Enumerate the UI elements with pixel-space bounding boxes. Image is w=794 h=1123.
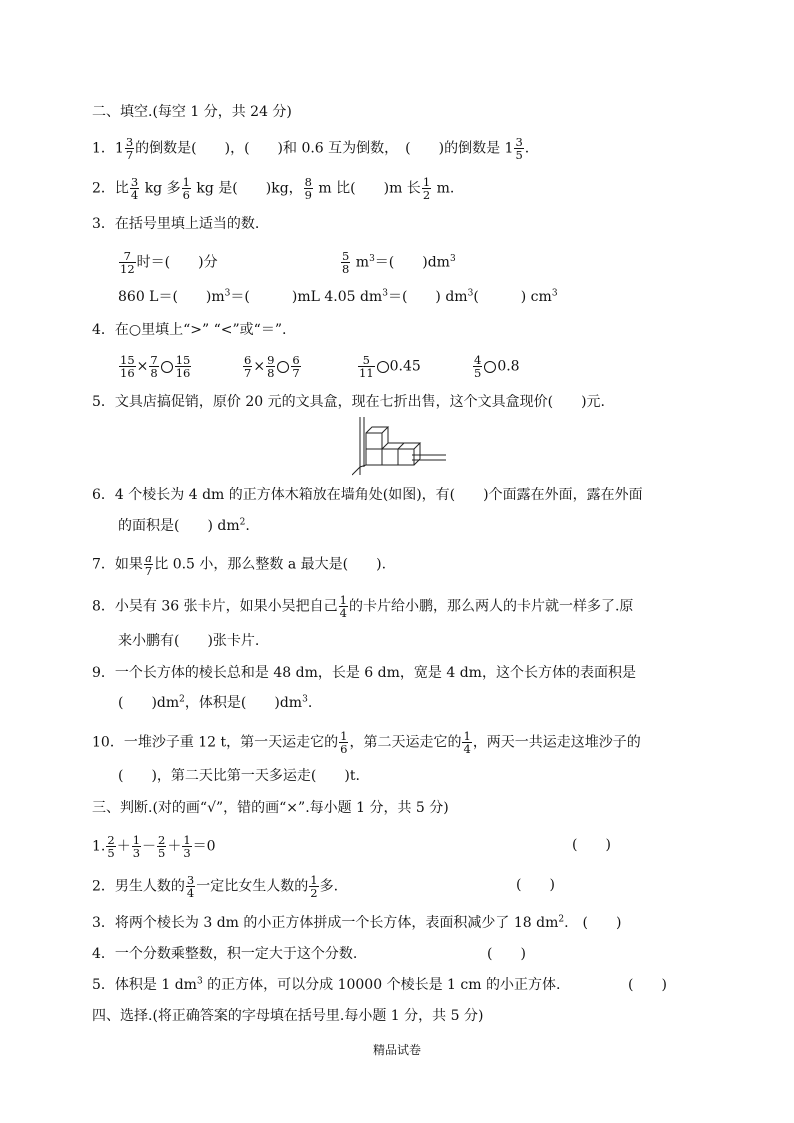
fraction xyxy=(422,176,431,201)
question-2-9-line2 xyxy=(118,692,312,714)
j5-text: 的正方体，可以分成 10000 个棱长是 1 cm 的小正方体. xyxy=(202,977,561,993)
rhs-value: 0.45 xyxy=(389,358,421,375)
fraction-num: 1 xyxy=(339,593,347,607)
exponent: 3 xyxy=(224,288,231,299)
fraction-num: 1 xyxy=(182,175,190,189)
exponent: 3 xyxy=(467,288,474,299)
q1-end: . xyxy=(524,140,530,157)
j3-text: . ( ) xyxy=(564,915,622,931)
fraction-den: 7 xyxy=(292,366,300,380)
question-2-6-line2 xyxy=(118,515,250,537)
compare-circle-icon xyxy=(277,361,289,373)
fraction-den: 4 xyxy=(463,742,471,756)
exponent: 3 xyxy=(449,253,456,264)
fraction-num: 15 xyxy=(120,353,135,367)
exponent: 2 xyxy=(179,694,185,705)
fraction-num: 1 xyxy=(132,833,141,847)
fraction-num: 6 xyxy=(292,353,300,367)
fraction xyxy=(175,354,192,379)
page-footer: 精品试卷 xyxy=(372,1043,421,1057)
judge-blank-4: ( ) xyxy=(487,946,526,962)
fraction-den: 8 xyxy=(150,366,158,380)
q10-text: ，两天一共运走这堆沙子的 xyxy=(472,734,641,751)
question-3-2 xyxy=(92,874,338,899)
q9-text: . xyxy=(307,695,313,711)
fraction-den: 3 xyxy=(183,846,191,860)
question-2-8-line1 xyxy=(92,594,633,619)
fraction-num: 7 xyxy=(150,353,158,367)
q6-text: 的面积是( ) dm xyxy=(118,518,240,534)
j2-prefix: 2．男生人数的 xyxy=(92,878,185,895)
fraction-den: 5 xyxy=(474,366,482,380)
q9-text: ，体积是( )dm xyxy=(184,695,303,711)
q8-text: 的卡片给小鹏，那么两人的卡片就一样多了.原 xyxy=(348,598,634,615)
q3-b-text: ＝( )dm xyxy=(374,254,450,271)
fraction-num: 5 xyxy=(342,249,350,263)
exponent: 3 xyxy=(369,253,375,264)
j3-text: 3．将两个棱长为 3 dm 的小正方体拼成一个长方体，表面积减少了 18 dm xyxy=(92,915,559,931)
exponent: 3 xyxy=(302,694,308,705)
fraction xyxy=(119,250,136,275)
fraction xyxy=(358,354,375,379)
question-3-5 xyxy=(92,974,560,996)
fraction-num: 4 xyxy=(474,353,482,367)
fraction xyxy=(157,834,166,859)
operator: ＋ xyxy=(167,838,182,855)
q4-expr-2 xyxy=(242,354,302,379)
fraction-num: 3 xyxy=(515,135,523,149)
question-2-3-title: 3．在括号里填上适当的数. xyxy=(92,216,260,232)
cube-corner-figure-icon xyxy=(352,415,447,477)
rhs-value: 0.8 xyxy=(497,358,520,375)
fraction xyxy=(514,136,523,161)
compare-circle-icon xyxy=(161,361,173,373)
q10-prefix: 10．一堆沙子重 12 t，第一天运走它的 xyxy=(92,734,339,751)
j2-text: 一定比女生人数的 xyxy=(196,878,309,895)
fraction-den: 6 xyxy=(340,742,348,756)
fraction-num: 15 xyxy=(175,353,191,367)
section4-title: 四、选择.(将正确答案的字母填在括号里.每小题 1 分，共 5 分) xyxy=(92,1008,484,1024)
fraction xyxy=(144,552,153,577)
j1-text: ＝0 xyxy=(192,838,216,855)
q4-expr-3 xyxy=(357,354,421,379)
q3-c-text: 860 L＝( )m xyxy=(118,289,225,305)
fraction xyxy=(125,136,134,161)
fraction xyxy=(339,730,348,755)
fraction-num: 3 xyxy=(125,135,134,149)
fraction-den: 5 xyxy=(158,846,166,860)
fraction-den: 8 xyxy=(267,366,275,380)
question-2-9-line1: 9．一个长方体的棱长总和是 48 dm，长是 6 dm，宽是 4 dm，这个长方体的表面积是 xyxy=(92,665,636,681)
exponent: 2 xyxy=(239,517,246,528)
fraction xyxy=(182,176,191,201)
fraction xyxy=(341,250,350,275)
q8-prefix: 8．小吴有 36 张卡片，如果小吴把自己 xyxy=(92,598,338,615)
fraction-num: 2 xyxy=(158,833,166,847)
fraction xyxy=(182,834,191,859)
q10-text: ，第二天运走它的 xyxy=(349,734,462,751)
q1-text: 的倒数是( )，( )和 0.6 互为倒数， ( )的倒数是 1 xyxy=(135,140,514,157)
q1-prefix: 1．1 xyxy=(92,140,124,157)
q3-c-text: ＝( )mL 4.05 dm xyxy=(230,289,383,305)
section2-title: 二、填空.(每空 1 分，共 24 分) xyxy=(92,104,292,120)
fraction-num: 7 xyxy=(123,249,131,263)
fraction-den: 2 xyxy=(422,188,431,202)
fraction-den: 5 xyxy=(515,148,523,162)
judge-blank-2: ( ) xyxy=(516,877,555,893)
compare-circle-icon xyxy=(377,361,389,373)
q2-text: kg 多 xyxy=(140,180,181,197)
q4-expr-1 xyxy=(118,354,192,379)
judge-blank-1: ( ) xyxy=(572,837,611,853)
fraction-num: 3 xyxy=(186,873,195,887)
q3-c-text: ＝( ) dm xyxy=(387,289,468,305)
question-2-10-line2: ( )，第二天比第一天多运走( )t. xyxy=(118,768,360,784)
question-2-6-line1: 6．4 个棱长为 4 dm 的正方体木箱放在墙角处(如图)，有( )个面露在外面，露在外面 xyxy=(92,487,643,503)
j5-text: 5．体积是 1 dm xyxy=(92,977,197,993)
fraction xyxy=(309,874,318,899)
question-3-3 xyxy=(92,912,621,934)
q7-prefix: 7．如果 xyxy=(92,556,143,573)
q6-text: . xyxy=(245,518,250,534)
fraction-num: 2 xyxy=(107,833,115,847)
q3-item-b xyxy=(340,250,456,275)
fraction-den: 11 xyxy=(359,366,374,380)
fraction-den: 5 xyxy=(107,846,115,860)
fraction-num: 6 xyxy=(244,353,252,367)
fraction-den: 9 xyxy=(304,188,312,202)
fraction xyxy=(186,874,195,899)
fraction-den: 7 xyxy=(144,564,153,578)
fraction-num: 5 xyxy=(362,353,370,367)
operator: × xyxy=(253,358,266,375)
operator: ＋ xyxy=(116,838,131,855)
fraction-den: 7 xyxy=(125,148,134,162)
compare-circle-icon xyxy=(484,361,496,373)
j2-text: 多. xyxy=(319,878,339,895)
operator: × xyxy=(136,358,149,375)
fraction-den: 6 xyxy=(182,188,190,202)
j1-prefix: 1. xyxy=(92,838,106,855)
fraction xyxy=(132,834,141,859)
fraction-num: a xyxy=(145,551,153,565)
q2-text: m. xyxy=(432,180,455,197)
fraction-num: 8 xyxy=(304,175,312,189)
fraction xyxy=(149,354,158,379)
section3-title: 三、判断.(对的画“√”，错的画“×”.每小题 1 分，共 5 分) xyxy=(92,800,449,816)
fraction-num: 1 xyxy=(340,729,348,743)
exponent: 3 xyxy=(196,976,203,987)
fraction-num: 1 xyxy=(422,175,431,189)
fraction-den: 7 xyxy=(244,366,252,380)
q2-text: kg 是( )kg， xyxy=(191,180,303,197)
fraction xyxy=(473,354,482,379)
question-2-5: 5．文具店搞促销，原价 20 元的文具盒，现在七折出售，这个文具盒现价( )元. xyxy=(92,394,605,410)
q3-item-c xyxy=(118,286,558,308)
fraction xyxy=(106,834,115,859)
fraction-den: 3 xyxy=(132,846,141,860)
judge-blank-5: ( ) xyxy=(628,977,667,993)
fraction xyxy=(130,176,139,201)
q3-c-text: ( ) cm xyxy=(473,289,552,305)
fraction-num: 9 xyxy=(267,353,275,367)
fraction xyxy=(304,176,313,201)
fraction-den: 16 xyxy=(120,366,135,380)
question-2-8-line2: 来小鹏有( )张卡片. xyxy=(118,633,260,649)
fraction xyxy=(119,354,136,379)
q3-a-text: 时＝( )分 xyxy=(136,254,218,271)
fraction-den: 4 xyxy=(339,606,347,620)
fraction-den: 4 xyxy=(186,886,195,900)
fraction-den: 16 xyxy=(175,366,191,380)
question-2-7 xyxy=(92,552,386,577)
fraction xyxy=(462,730,471,755)
q3-item-a xyxy=(118,250,218,275)
question-2-1 xyxy=(92,136,529,161)
operator: － xyxy=(142,838,157,855)
question-2-2 xyxy=(92,176,454,201)
question-3-4: 4．一个分数乘整数，积一定大于这个分数. xyxy=(92,946,358,962)
q3-b-text: m xyxy=(351,254,370,271)
exponent: 3 xyxy=(551,288,558,299)
q4-expr-4 xyxy=(472,354,520,379)
exponent: 2 xyxy=(558,914,565,925)
q7-text: 比 0.5 小，那么整数 a 最大是( ). xyxy=(154,556,387,573)
fraction xyxy=(291,354,300,379)
fraction-num: 3 xyxy=(130,175,139,189)
fraction-den: 12 xyxy=(120,262,135,276)
fraction xyxy=(339,594,348,619)
q9-text: ( )dm xyxy=(118,695,180,711)
fraction-num: 1 xyxy=(183,833,191,847)
fraction-den: 2 xyxy=(310,886,318,900)
fraction xyxy=(266,354,275,379)
q2-text: m 比( )m 长 xyxy=(313,180,421,197)
exponent: 3 xyxy=(382,288,388,299)
question-2-4-title: 4．在○里填上“>” “<”或“＝”. xyxy=(92,322,287,338)
fraction-den: 4 xyxy=(130,188,139,202)
fraction-den: 8 xyxy=(342,262,350,276)
q2-prefix: 2．比 xyxy=(92,180,129,197)
fraction-num: 1 xyxy=(310,873,318,887)
fraction xyxy=(243,354,252,379)
question-3-1 xyxy=(92,834,216,859)
question-2-10-line1 xyxy=(92,730,641,755)
fraction-num: 1 xyxy=(463,729,471,743)
